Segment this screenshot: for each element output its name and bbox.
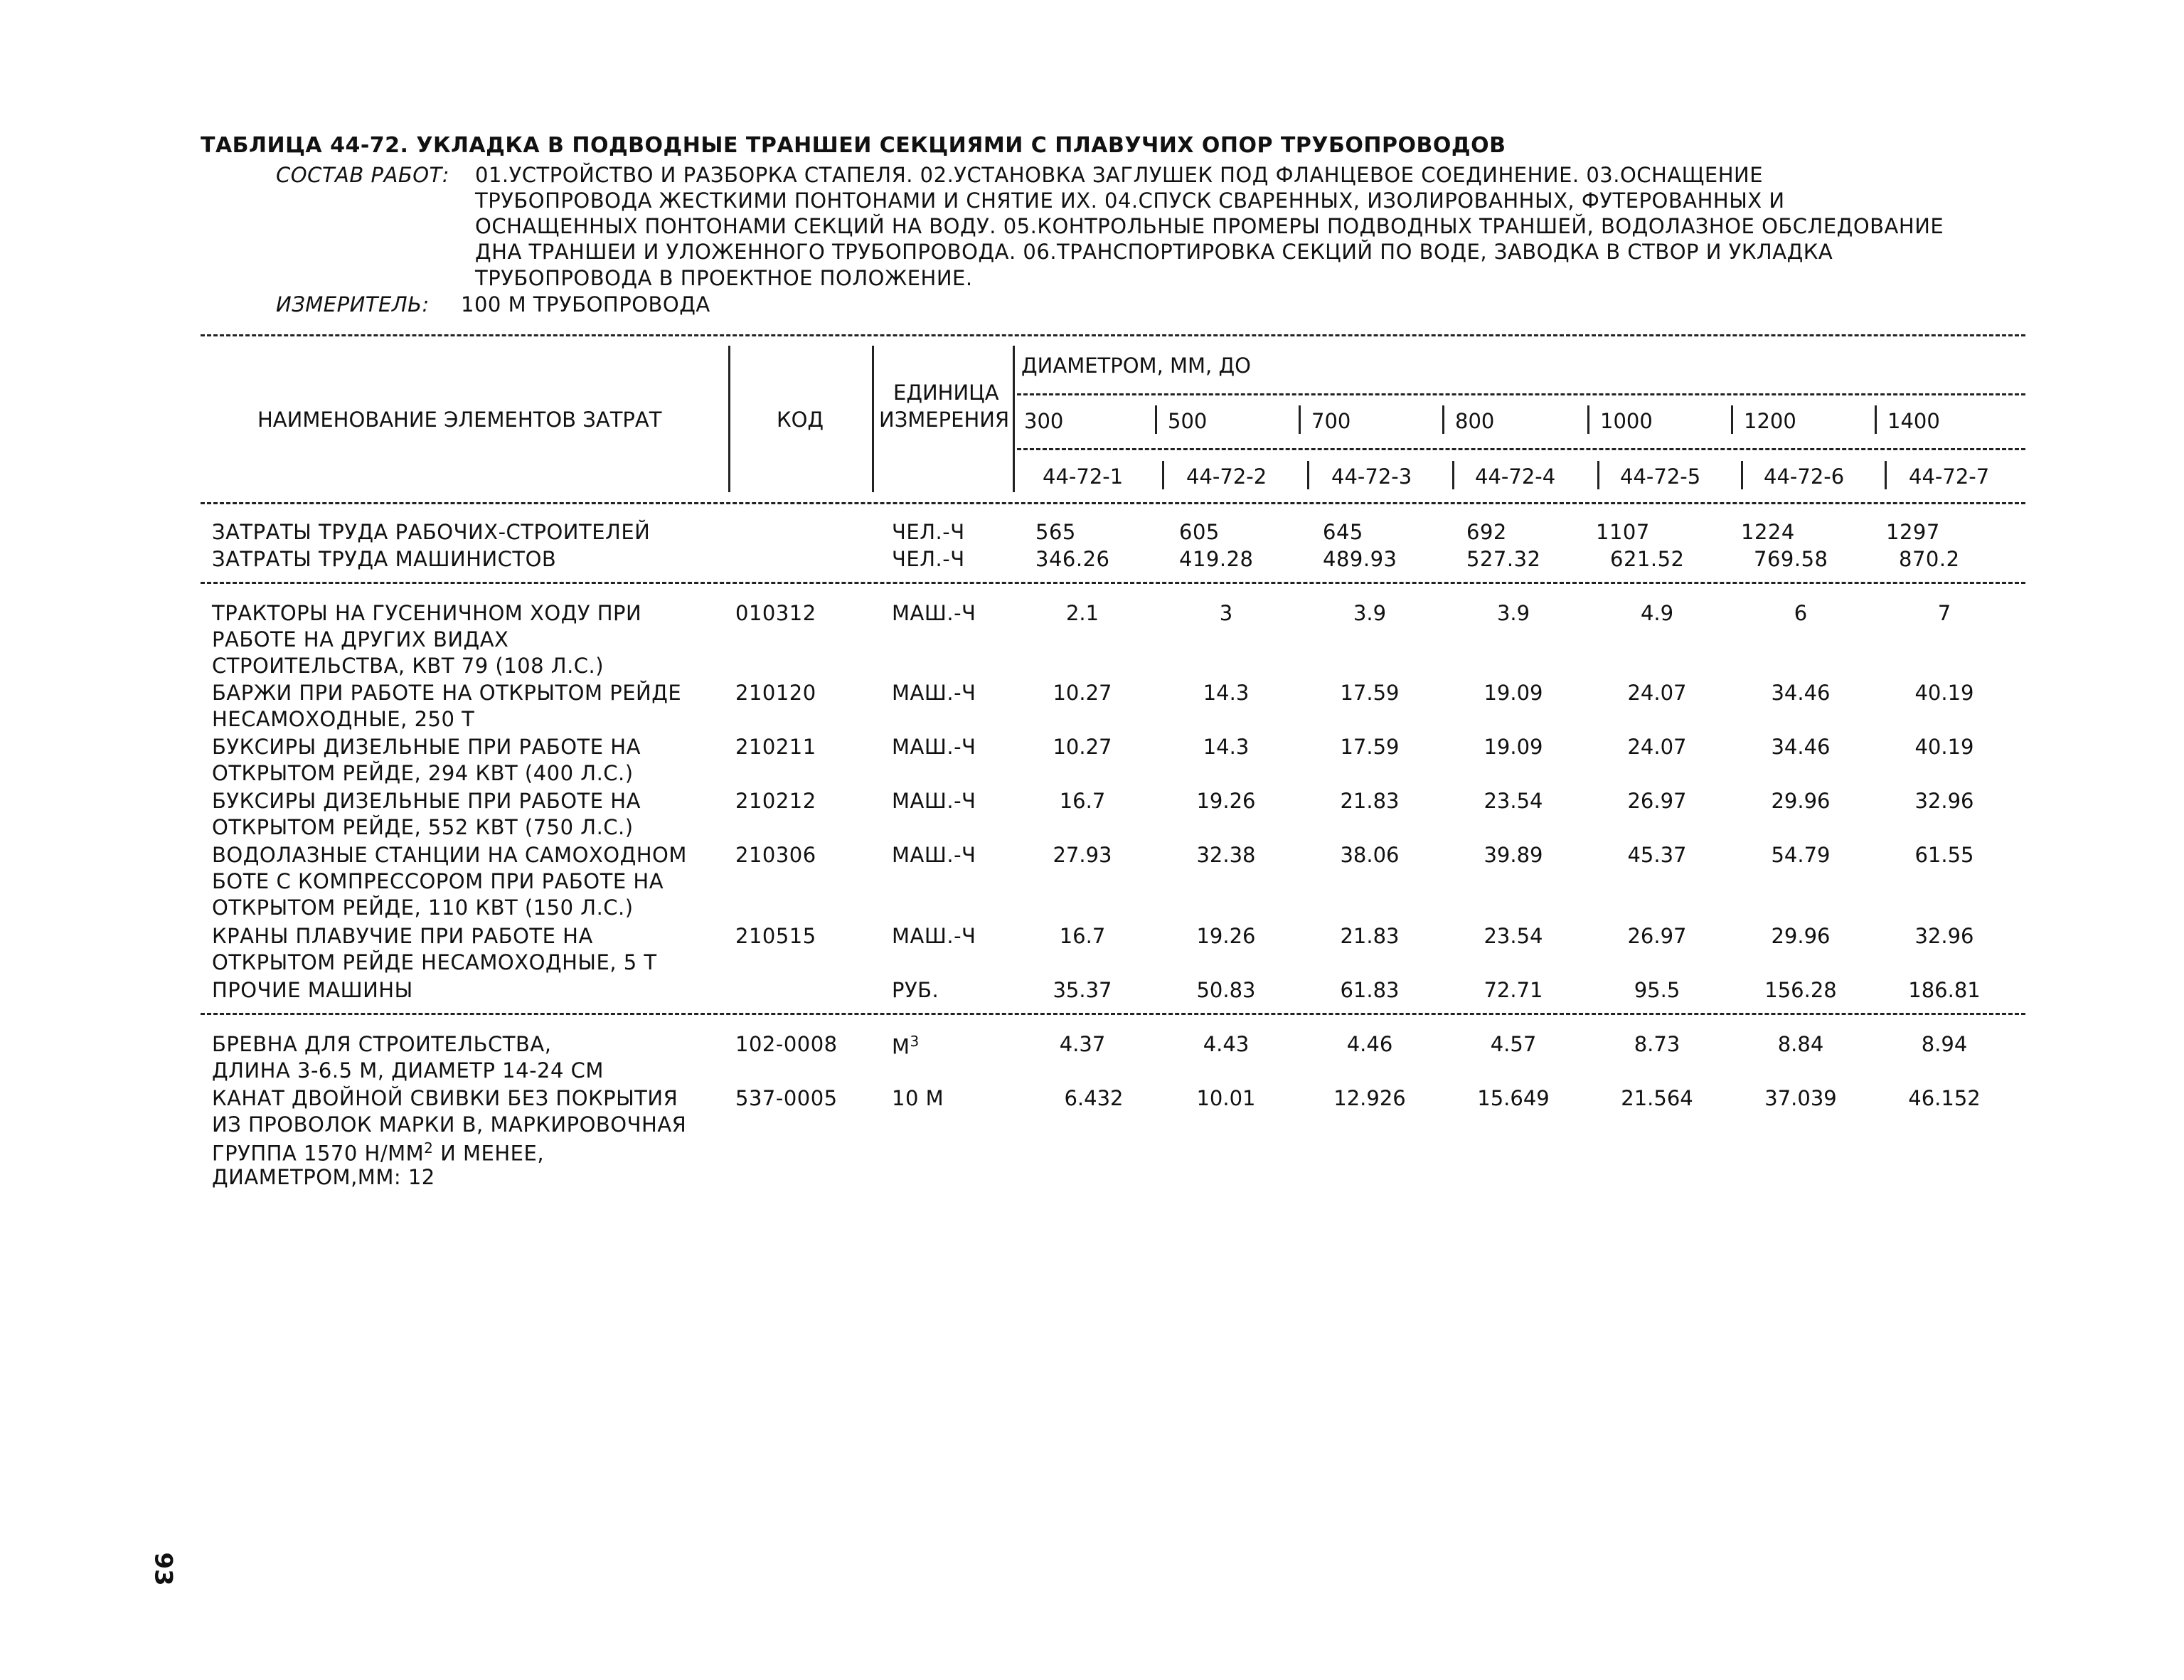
diam-sep-5: [1587, 405, 1589, 434]
header-mid-rule: [1017, 393, 2025, 395]
diam-300: 300: [1024, 409, 1064, 433]
code-sep-5: [1597, 461, 1599, 489]
machine-3-code: 210211: [735, 735, 816, 759]
machine-7-unit: РУБ.: [892, 978, 939, 1002]
machine-6-value-1000: 26.97: [1627, 924, 1687, 948]
machine-4-line-2: ОТКРЫТОМ РЕЙДЕ, 552 КВТ (750 Л.С.): [212, 815, 634, 839]
labor-value-operators-1000: 621.52: [1610, 547, 1685, 571]
machines-bottom-rule: [201, 1013, 2025, 1015]
machine-3-value-1200: 34.46: [1771, 735, 1831, 759]
machine-1-value-700: 3.9: [1353, 601, 1387, 625]
header-diameter: ДИАМЕТРОМ, ММ, ДО: [1021, 353, 1251, 378]
machine-5-value-700: 38.06: [1340, 843, 1400, 867]
machine-1-value-1000: 4.9: [1640, 601, 1674, 625]
header-top-rule: [201, 334, 2025, 336]
material-2-value-700: 12.926: [1333, 1086, 1406, 1110]
code-sep-7: [1885, 461, 1887, 489]
labor-value-operators-1400: 870.2: [1899, 547, 1960, 571]
labor-unit-workers: ЧЕЛ.-Ч: [892, 520, 965, 544]
machine-5-line-2: БОТЕ С КОМПРЕССОРОМ ПРИ РАБОТЕ НА: [212, 869, 664, 893]
material-2-line-3-sup: 2: [424, 1139, 434, 1157]
diam-1200: 1200: [1744, 409, 1796, 433]
header-bottom-rule: [201, 502, 2025, 504]
labor-value-workers-700: 645: [1323, 520, 1363, 544]
material-2-value-500: 10.01: [1196, 1086, 1256, 1110]
machine-3-value-500: 14.3: [1203, 735, 1250, 759]
material-1-unit: [892, 1034, 920, 1058]
header-code: КОД: [777, 408, 824, 432]
material-1-line-1: БРЕВНА ДЛЯ СТРОИТЕЛЬСТВА,: [212, 1032, 552, 1056]
machine-7-value-1400: 186.81: [1908, 978, 1981, 1002]
machine-5-unit: МАШ.-Ч: [892, 843, 976, 867]
material-2-line-2: ИЗ ПРОВОЛОК МАРКИ В, МАРКИРОВОЧНАЯ: [212, 1112, 687, 1137]
code-sep-2: [1162, 461, 1164, 489]
machine-5-value-1200: 54.79: [1771, 843, 1831, 867]
header-low-rule: [1017, 448, 2025, 450]
machine-2-value-1400: 40.19: [1914, 681, 1974, 705]
machine-3-unit: МАШ.-Ч: [892, 735, 976, 759]
machine-2-value-1000: 24.07: [1627, 681, 1687, 705]
labor-value-workers-1400: 1297: [1886, 520, 1940, 544]
meter-label: ИЗМЕРИТЕЛЬ:: [276, 292, 430, 317]
material-1-value-1400: 8.94: [1921, 1032, 1968, 1056]
machine-1-value-300: 2.1: [1065, 601, 1099, 625]
material-2-unit: 10 М: [892, 1086, 944, 1110]
labor-value-operators-800: 527.32: [1466, 547, 1541, 571]
machine-6-value-1200: 29.96: [1771, 924, 1831, 948]
labor-name-operators: ЗАТРАТЫ ТРУДА МАШИНИСТОВ: [212, 547, 557, 571]
machine-6-value-1400: 32.96: [1914, 924, 1974, 948]
header-divider-2: [872, 346, 874, 492]
labor-value-workers-1200: 1224: [1741, 520, 1795, 544]
code-sep-4: [1452, 461, 1454, 489]
labor-value-workers-1000: 1107: [1596, 520, 1650, 544]
material-2-line-3: [212, 1141, 544, 1164]
labor-value-operators-300: 346.26: [1035, 547, 1110, 571]
machine-6-value-300: 16.7: [1059, 924, 1106, 948]
diam-sep-6: [1731, 405, 1733, 434]
work-line-3: ОСНАЩЕННЫХ ПОНТОНАМИ СЕКЦИЙ НА ВОДУ. 05.КОНТРОЛЬНЫЕ ПРОМЕРЫ ПОДВОДНЫХ ТРАНШЕЙ, ВОДОЛАЗНОЕ ОБСЛЕДОВАНИЕ: [475, 214, 1944, 238]
machine-2-line-2: НЕСАМОХОДНЫЕ, 250 Т: [212, 707, 475, 731]
material-2-line-3-text: ГРУППА 1570 Н/ММ: [212, 1141, 425, 1166]
machine-2-unit: МАШ.-Ч: [892, 681, 976, 705]
machine-4-value-1400: 32.96: [1914, 789, 1974, 813]
machine-3-value-300: 10.27: [1053, 735, 1112, 759]
machine-2-value-500: 14.3: [1203, 681, 1250, 705]
material-1-value-1000: 8.73: [1634, 1032, 1680, 1056]
machine-6-value-500: 19.26: [1196, 924, 1256, 948]
material-1-value-300: 4.37: [1059, 1032, 1106, 1056]
machine-6-value-700: 21.83: [1340, 924, 1400, 948]
header-name: НАИМЕНОВАНИЕ ЭЛЕМЕНТОВ ЗАТРАТ: [257, 408, 662, 432]
code-44-72-1: 44-72-1: [1043, 464, 1124, 489]
material-2-line-1: КАНАТ ДВОЙНОЙ СВИВКИ БЕЗ ПОКРЫТИЯ: [212, 1086, 678, 1110]
machine-2-line-1: БАРЖИ ПРИ РАБОТЕ НА ОТКРЫТОМ РЕЙДЕ: [212, 681, 682, 705]
machine-1-code: 010312: [735, 601, 816, 625]
machine-1-value-1400: 7: [1937, 601, 1951, 625]
material-1-code: 102-0008: [735, 1032, 838, 1056]
machine-3-value-700: 17.59: [1340, 735, 1400, 759]
machine-5-value-500: 32.38: [1196, 843, 1256, 867]
machine-1-value-500: 3: [1219, 601, 1233, 625]
header-unit-line-1: ЕДИНИЦА: [893, 381, 999, 405]
code-44-72-7: 44-72-7: [1909, 464, 1990, 489]
code-44-72-6: 44-72-6: [1764, 464, 1845, 489]
machine-2-value-1200: 34.46: [1771, 681, 1831, 705]
machine-3-value-800: 19.09: [1483, 735, 1543, 759]
diam-1400: 1400: [1887, 409, 1940, 433]
code-sep-3: [1307, 461, 1309, 489]
work-line-2: ТРУБОПРОВОДА ЖЕСТКИМИ ПОНТОНАМИ И СНЯТИЕ ИХ. 04.СПУСК СВАРЕННЫХ, ИЗОЛИРОВАННЫХ, ФУТЕРОВАННЫХ И: [475, 188, 1785, 213]
material-2-value-1200: 37.039: [1764, 1086, 1837, 1110]
machine-4-code: 210212: [735, 789, 816, 813]
page-number: 93: [149, 1552, 178, 1586]
code-44-72-4: 44-72-4: [1475, 464, 1556, 489]
diam-500: 500: [1168, 409, 1208, 433]
material-2-value-1400: 46.152: [1908, 1086, 1981, 1110]
diam-1000: 1000: [1600, 409, 1653, 433]
machine-7-line-1: ПРОЧИЕ МАШИНЫ: [212, 978, 413, 1002]
machine-5-line-1: ВОДОЛАЗНЫЕ СТАНЦИИ НА САМОХОДНОМ: [212, 843, 687, 867]
labor-value-operators-500: 419.28: [1179, 547, 1254, 571]
code-44-72-2: 44-72-2: [1186, 464, 1267, 489]
material-1-value-500: 4.43: [1203, 1032, 1250, 1056]
machine-4-unit: МАШ.-Ч: [892, 789, 976, 813]
material-1-value-700: 4.46: [1346, 1032, 1393, 1056]
diam-700: 700: [1311, 409, 1351, 433]
labor-unit-operators: ЧЕЛ.-Ч: [892, 547, 965, 571]
machine-5-value-300: 27.93: [1053, 843, 1112, 867]
machine-6-line-1: КРАНЫ ПЛАВУЧИЕ ПРИ РАБОТЕ НА: [212, 924, 593, 948]
machine-4-value-300: 16.7: [1059, 789, 1106, 813]
work-line-4: ДНА ТРАНШЕИ И УЛОЖЕННОГО ТРУБОПРОВОДА. 06.ТРАНСПОРТИРОВКА СЕКЦИЙ ПО ВОДЕ, ЗАВОДКА В СТВОР И УКЛАДКА: [475, 240, 1833, 264]
material-2-value-300: 6.432: [1064, 1086, 1124, 1110]
material-1-line-2: ДЛИНА 3-6.5 М, ДИАМЕТР 14-24 СМ: [212, 1058, 604, 1083]
table-title: ТАБЛИЦА 44-72. УКЛАДКА В ПОДВОДНЫЕ ТРАНШЕИ СЕКЦИЯМИ С ПЛАВУЧИХ ОПОР ТРУБОПРОВОДОВ: [201, 133, 1506, 158]
material-2-line-4: ДИАМЕТРОМ,ММ: 12: [212, 1165, 435, 1189]
labor-value-operators-1200: 769.58: [1754, 547, 1828, 571]
material-2-line-3-tail: И МЕНЕЕ,: [433, 1141, 545, 1166]
machine-3-line-1: БУКСИРЫ ДИЗЕЛЬНЫЕ ПРИ РАБОТЕ НА: [212, 735, 641, 759]
header-divider-1: [728, 346, 730, 492]
machine-1-line-3: СТРОИТЕЛЬСТВА, КВТ 79 (108 Л.С.): [212, 654, 604, 678]
machine-2-code: 210120: [735, 681, 816, 705]
machine-7-value-300: 35.37: [1053, 978, 1112, 1002]
machine-1-line-1: ТРАКТОРЫ НА ГУСЕНИЧНОМ ХОДУ ПРИ: [212, 601, 642, 625]
material-2-value-1000: 21.564: [1621, 1086, 1693, 1110]
machine-7-value-1200: 156.28: [1764, 978, 1837, 1002]
machine-6-line-2: ОТКРЫТОМ РЕЙДЕ НЕСАМОХОДНЫЕ, 5 Т: [212, 950, 657, 974]
machine-7-value-700: 61.83: [1340, 978, 1400, 1002]
header-unit-line-2: ИЗМЕРЕНИЯ: [879, 408, 1010, 432]
labor-value-workers-300: 565: [1035, 520, 1076, 544]
machine-1-value-800: 3.9: [1496, 601, 1530, 625]
diam-800: 800: [1455, 409, 1495, 433]
diam-sep-2: [1155, 405, 1157, 434]
labor-name-workers: ЗАТРАТЫ ТРУДА РАБОЧИХ-СТРОИТЕЛЕЙ: [212, 520, 651, 544]
machine-1-value-1200: 6: [1794, 601, 1808, 625]
machine-5-code: 210306: [735, 843, 816, 867]
machine-6-code: 210515: [735, 924, 816, 948]
work-label: СОСТАВ РАБОТ:: [276, 163, 450, 187]
machine-7-value-1000: 95.5: [1634, 978, 1680, 1002]
machine-1-line-2: РАБОТЕ НА ДРУГИХ ВИДАХ: [212, 627, 509, 652]
machine-4-value-1000: 26.97: [1627, 789, 1687, 813]
meter-value: 100 М ТРУБОПРОВОДА: [461, 292, 710, 317]
material-2-code: 537-0005: [735, 1086, 838, 1110]
labor-value-workers-500: 605: [1179, 520, 1220, 544]
material-1-unit-sup: 3: [910, 1033, 920, 1050]
machine-5-value-800: 39.89: [1483, 843, 1543, 867]
material-1-unit-base: М: [892, 1034, 910, 1059]
work-line-5: ТРУБОПРОВОДА В ПРОЕКТНОЕ ПОЛОЖЕНИЕ.: [475, 266, 973, 290]
machine-5-value-1400: 61.55: [1914, 843, 1974, 867]
header-divider-3: [1013, 346, 1015, 492]
machine-3-value-1400: 40.19: [1914, 735, 1974, 759]
machine-6-value-800: 23.54: [1483, 924, 1543, 948]
machine-3-line-2: ОТКРЫТОМ РЕЙДЕ, 294 КВТ (400 Л.С.): [212, 761, 634, 785]
labor-bottom-rule: [201, 582, 2025, 584]
code-sep-6: [1741, 461, 1743, 489]
machine-6-unit: МАШ.-Ч: [892, 924, 976, 948]
material-2-value-800: 15.649: [1477, 1086, 1550, 1110]
machine-3-value-1000: 24.07: [1627, 735, 1687, 759]
machine-7-value-800: 72.71: [1483, 978, 1543, 1002]
machine-4-value-500: 19.26: [1196, 789, 1256, 813]
machine-4-line-1: БУКСИРЫ ДИЗЕЛЬНЫЕ ПРИ РАБОТЕ НА: [212, 789, 641, 813]
machine-5-value-1000: 45.37: [1627, 843, 1687, 867]
diam-sep-3: [1299, 405, 1301, 434]
machine-7-value-500: 50.83: [1196, 978, 1256, 1002]
machine-4-value-1200: 29.96: [1771, 789, 1831, 813]
machine-2-value-700: 17.59: [1340, 681, 1400, 705]
labor-value-operators-700: 489.93: [1323, 547, 1397, 571]
material-1-value-1200: 8.84: [1777, 1032, 1824, 1056]
machine-4-value-700: 21.83: [1340, 789, 1400, 813]
work-line-1: 01.УСТРОЙСТВО И РАЗБОРКА СТАПЕЛЯ. 02.УСТАНОВКА ЗАГЛУШЕК ПОД ФЛАНЦЕВОЕ СОЕДИНЕНИЕ. 03.ОСНАЩЕНИЕ: [475, 163, 1764, 187]
diam-sep-7: [1875, 405, 1877, 434]
machine-5-line-3: ОТКРЫТОМ РЕЙДЕ, 110 КВТ (150 Л.С.): [212, 895, 634, 920]
material-1-value-800: 4.57: [1490, 1032, 1537, 1056]
labor-value-workers-800: 692: [1466, 520, 1507, 544]
machine-2-value-800: 19.09: [1483, 681, 1543, 705]
machine-1-unit: МАШ.-Ч: [892, 601, 976, 625]
code-44-72-3: 44-72-3: [1331, 464, 1412, 489]
machine-2-value-300: 10.27: [1053, 681, 1112, 705]
machine-4-value-800: 23.54: [1483, 789, 1543, 813]
code-44-72-5: 44-72-5: [1620, 464, 1701, 489]
diam-sep-4: [1442, 405, 1444, 434]
